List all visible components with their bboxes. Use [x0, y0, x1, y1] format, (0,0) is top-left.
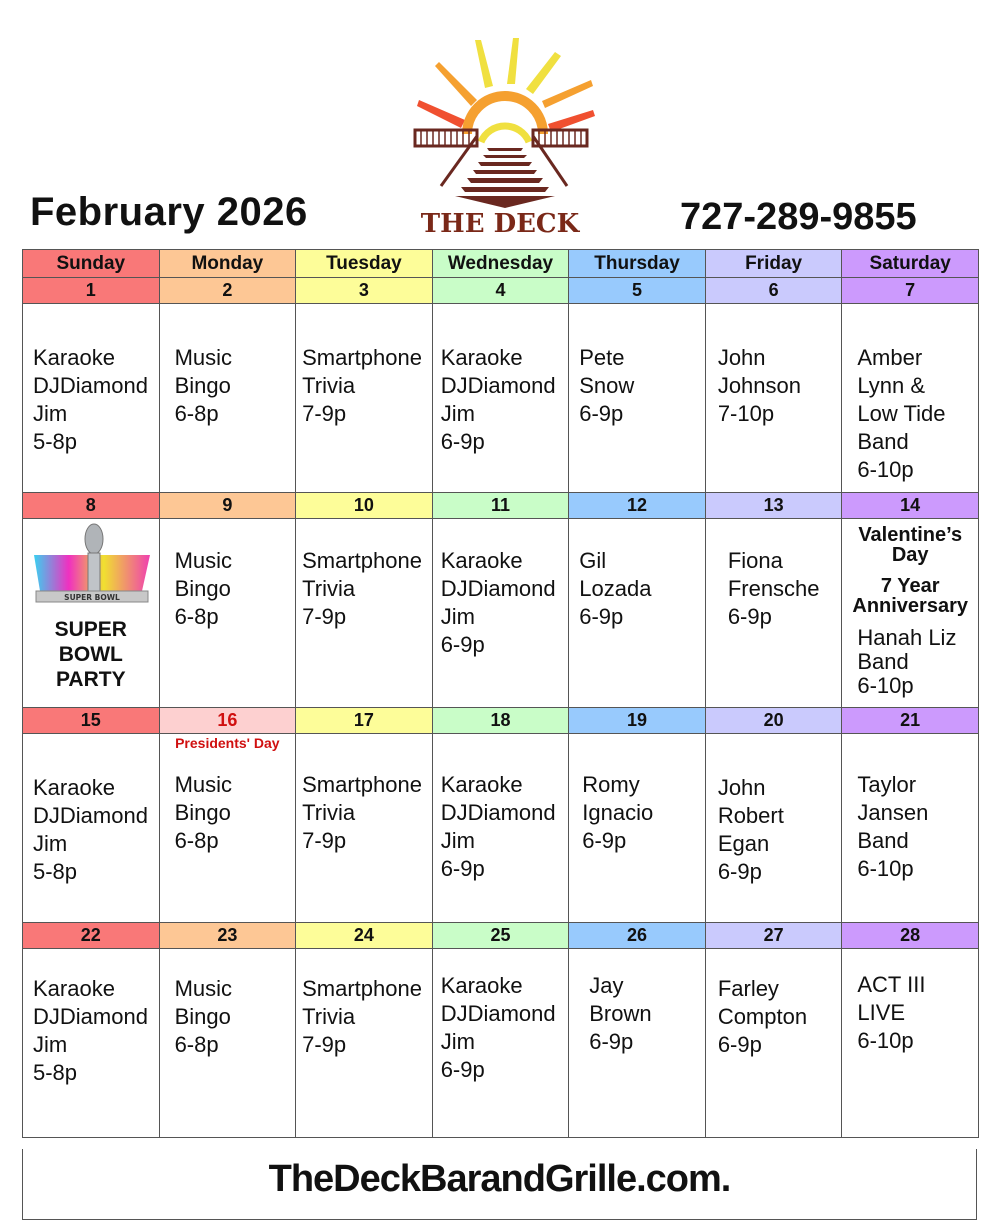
date-number: 20 [705, 708, 842, 734]
day-cell [296, 519, 433, 708]
event-line: Smartphone [302, 548, 422, 573]
day-cell [432, 734, 569, 923]
event-time: 6-9p [579, 401, 624, 426]
event-line: Romy [582, 772, 640, 797]
event-line: Trivia [302, 1004, 356, 1029]
event-line: Smartphone [302, 772, 422, 797]
event-line: Band [857, 429, 909, 454]
day-cell [705, 304, 842, 493]
date-number: 26 [569, 923, 706, 949]
the-deck-logo [405, 36, 595, 236]
event-time: 6-8p [174, 604, 219, 629]
date-number: 22 [23, 923, 160, 949]
event-line: Gil [579, 548, 607, 573]
day-cell [569, 304, 706, 493]
event-line: Jim [440, 401, 475, 426]
event-line: Smartphone [302, 976, 422, 1001]
event-line: Karaoke [440, 973, 523, 998]
event-time: 6-9p [582, 828, 627, 853]
event-line: Smartphone [302, 345, 422, 370]
event-line: Jim [33, 1032, 68, 1057]
event-line: PARTY [55, 668, 126, 691]
event-line: Karaoke [33, 775, 115, 800]
event-row-week-3 [23, 734, 979, 923]
event-line: Karaoke [440, 548, 523, 573]
day-cell [23, 949, 160, 1138]
day-cell [432, 519, 569, 708]
date-number: 10 [296, 493, 433, 519]
svg-text:THE DECK: THE DECK [420, 209, 580, 236]
date-row-week-4 [23, 923, 979, 949]
event-line: LIVE [857, 1000, 906, 1025]
event-line: Karaoke [33, 345, 115, 370]
date-number: 17 [296, 708, 433, 734]
holiday-label: Valentine’s [858, 524, 963, 546]
event-line: DJDiamond [440, 576, 556, 601]
event-line: Robert [717, 803, 784, 828]
event-line: BOWL [58, 643, 123, 666]
event-line: Hanah Liz [857, 625, 957, 650]
event-time: 6-9p [579, 604, 624, 629]
event-line: Band [857, 649, 909, 674]
day-cell [23, 734, 160, 923]
event-line: Music [174, 548, 233, 573]
event-time: 6-8p [174, 828, 219, 853]
event-line: Low Tide [857, 401, 946, 426]
date-number-holiday: 16 [159, 708, 296, 734]
date-number: 2 [159, 278, 296, 304]
event-time: 7-9p [302, 1032, 347, 1057]
date-number: 27 [705, 923, 842, 949]
event-line: Jim [440, 828, 475, 853]
sun-deck-icon [405, 36, 595, 236]
event-line: SUPER [54, 618, 127, 641]
event-line: Brown [589, 1001, 652, 1026]
phone-number: 727-289-9855 [680, 196, 917, 238]
event-line: Jim [33, 401, 68, 426]
date-number: 11 [432, 493, 569, 519]
event-line: Bingo [174, 373, 231, 398]
anniversary-label: Anniversary [852, 595, 968, 617]
event-line: Jim [440, 1029, 475, 1054]
date-number: 6 [705, 278, 842, 304]
day-cell [705, 949, 842, 1138]
date-number: 9 [159, 493, 296, 519]
day-cell [296, 304, 433, 493]
event-line: Music [174, 976, 233, 1001]
event-time: 6-9p [727, 604, 772, 629]
event-line: ACT III [857, 972, 926, 997]
date-number: 5 [569, 278, 706, 304]
event-line: DJDiamond [33, 803, 148, 828]
event-line: Jim [33, 831, 68, 856]
event-time: 5-8p [33, 429, 78, 454]
event-line: Compton [717, 1004, 808, 1029]
date-number: 19 [569, 708, 706, 734]
event-line: DJDiamond [440, 373, 556, 398]
day-cell-presidents-day [159, 734, 296, 923]
event-line: Frensche [727, 576, 820, 601]
event-time: 6-9p [589, 1029, 634, 1054]
event-line: Bingo [174, 1004, 231, 1029]
presidents-day-label: Presidents' Day [175, 735, 280, 751]
event-time: 6-8p [174, 1032, 219, 1057]
event-time: 5-8p [33, 859, 78, 884]
event-line: Ignacio [582, 800, 654, 825]
superbowl-logo [30, 523, 152, 605]
superbowl-trophy-icon [30, 523, 152, 605]
day-cell [159, 304, 296, 493]
event-line: Pete [579, 345, 625, 370]
date-row-week-3 [23, 708, 979, 734]
date-number: 18 [432, 708, 569, 734]
weekday-friday: Friday [705, 250, 842, 278]
date-number: 8 [23, 493, 160, 519]
date-number: 25 [432, 923, 569, 949]
date-number: 14 [842, 493, 979, 519]
event-time: 6-8p [174, 401, 219, 426]
event-line: Farley [717, 976, 779, 1001]
event-line: Amber [857, 345, 923, 370]
event-line: Karaoke [33, 976, 115, 1001]
day-cell [159, 519, 296, 708]
day-cell [569, 949, 706, 1138]
event-time: 6-9p [717, 1032, 762, 1057]
event-line: Karaoke [440, 772, 523, 797]
event-line: Bingo [174, 800, 231, 825]
calendar-grid [22, 249, 979, 1138]
event-line: Music [174, 345, 233, 370]
weekday-wednesday: Wednesday [432, 250, 569, 278]
event-time: 7-9p [302, 401, 347, 426]
day-cell [432, 304, 569, 493]
date-number: 4 [432, 278, 569, 304]
weekday-thursday: Thursday [569, 250, 706, 278]
event-line: DJDiamond [33, 1004, 148, 1029]
event-time: 6-9p [440, 429, 485, 454]
event-line: Trivia [302, 800, 356, 825]
event-line: Bingo [174, 576, 231, 601]
weekday-tuesday: Tuesday [296, 250, 433, 278]
day-cell [296, 949, 433, 1138]
svg-text:SUPER BOWL: SUPER BOWL [63, 593, 120, 602]
event-line: Jay [589, 973, 624, 998]
website-url: TheDeckBarandGrille.com. [268, 1158, 731, 1200]
event-row-week-1 [23, 304, 979, 493]
event-line: Trivia [302, 373, 356, 398]
date-number: 12 [569, 493, 706, 519]
day-cell [159, 949, 296, 1138]
day-cell [569, 519, 706, 708]
day-cell [842, 304, 979, 493]
day-cell-superbowl [23, 519, 160, 708]
date-number: 1 [23, 278, 160, 304]
event-row-week-4 [23, 949, 979, 1138]
event-time: 5-8p [33, 1060, 78, 1085]
date-number: 28 [842, 923, 979, 949]
event-line: DJDiamond [33, 373, 148, 398]
anniversary-label: 7 Year [880, 575, 940, 597]
event-line: John [717, 345, 766, 370]
date-number: 3 [296, 278, 433, 304]
event-time: 7-10p [717, 401, 775, 426]
event-line: Music [174, 772, 233, 797]
event-time: 6-10p [857, 457, 914, 482]
date-number: 7 [842, 278, 979, 304]
event-line: Jansen [857, 800, 929, 825]
event-time: 6-10p [857, 673, 914, 698]
event-line: John [717, 775, 766, 800]
day-cell-valentines [842, 519, 979, 708]
day-cell [842, 734, 979, 923]
weekday-sunday: Sunday [23, 250, 160, 278]
footer [22, 1149, 977, 1220]
event-line: Karaoke [440, 345, 523, 370]
day-cell [569, 734, 706, 923]
event-time: 7-9p [302, 828, 347, 853]
day-cell [705, 519, 842, 708]
day-cell [23, 304, 160, 493]
holiday-label: Day [891, 544, 929, 566]
day-cell [842, 949, 979, 1138]
event-time: 7-9p [302, 604, 347, 629]
event-time: 6-9p [440, 1057, 485, 1082]
event-time: 6-10p [857, 856, 914, 881]
day-cell [432, 949, 569, 1138]
event-time: 6-9p [440, 856, 485, 881]
event-line: Trivia [302, 576, 356, 601]
event-line: Lozada [579, 576, 652, 601]
date-number: 21 [842, 708, 979, 734]
event-line: Johnson [717, 373, 801, 398]
event-line: Egan [717, 831, 770, 856]
event-line: Fiona [727, 548, 783, 573]
event-line: Taylor [857, 772, 917, 797]
date-row-week-2 [23, 493, 979, 519]
date-number: 23 [159, 923, 296, 949]
day-cell [705, 734, 842, 923]
event-time: 6-10p [857, 1028, 914, 1053]
month-title: February 2026 [30, 190, 308, 234]
event-line: Lynn & [857, 373, 926, 398]
day-cell [296, 734, 433, 923]
event-line: DJDiamond [440, 1001, 556, 1026]
weekday-header-row [23, 250, 979, 278]
event-row-week-2 [23, 519, 979, 708]
date-row-week-1 [23, 278, 979, 304]
event-line: Jim [440, 604, 475, 629]
date-number: 24 [296, 923, 433, 949]
date-number: 13 [705, 493, 842, 519]
date-number: 15 [23, 708, 160, 734]
event-time: 6-9p [440, 632, 485, 657]
event-line: Band [857, 828, 909, 853]
weekday-saturday: Saturday [842, 250, 979, 278]
event-time: 6-9p [717, 859, 762, 884]
weekday-monday: Monday [159, 250, 296, 278]
event-line: Snow [579, 373, 635, 398]
event-line: DJDiamond [440, 800, 556, 825]
